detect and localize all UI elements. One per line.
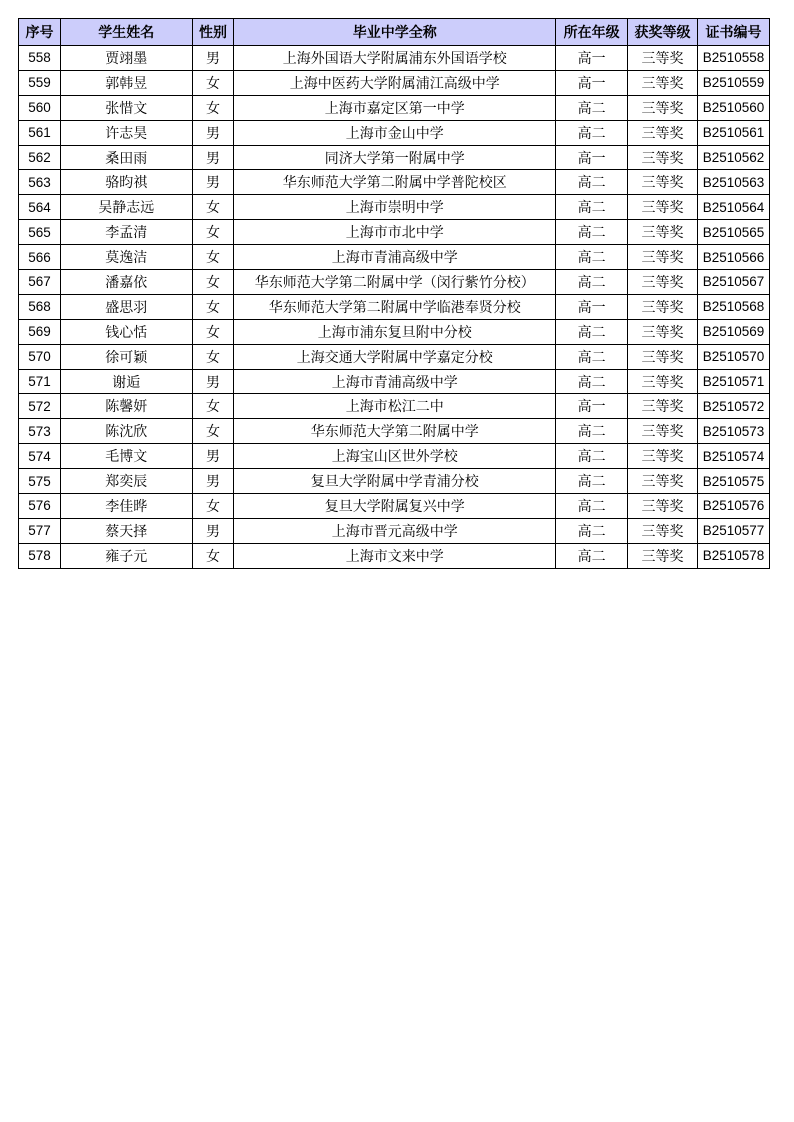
cert-cell: B2510566 bbox=[698, 245, 770, 270]
gender-cell: 男 bbox=[192, 518, 234, 543]
grade-cell: 高一 bbox=[556, 46, 628, 71]
grade-cell: 高二 bbox=[556, 518, 628, 543]
name-cell: 李孟清 bbox=[60, 220, 192, 245]
name-cell: 陈沈欣 bbox=[60, 419, 192, 444]
gender-cell: 女 bbox=[192, 70, 234, 95]
table-row bbox=[19, 394, 770, 419]
gender-cell: 男 bbox=[192, 46, 234, 71]
col-header-grade: 所在年级 bbox=[556, 19, 628, 46]
cert-cell: B2510560 bbox=[698, 95, 770, 120]
cert-cell: B2510576 bbox=[698, 494, 770, 519]
seq-cell: 576 bbox=[19, 494, 61, 519]
col-header-seq: 序号 bbox=[19, 19, 61, 46]
school-cell: 上海市青浦高级中学 bbox=[234, 245, 556, 270]
cert-cell: B2510574 bbox=[698, 444, 770, 469]
grade-cell: 高二 bbox=[556, 120, 628, 145]
name-cell: 谢逅 bbox=[60, 369, 192, 394]
name-cell: 盛思羽 bbox=[60, 294, 192, 319]
seq-cell: 573 bbox=[19, 419, 61, 444]
table-row bbox=[19, 70, 770, 95]
grade-cell: 高二 bbox=[556, 170, 628, 195]
seq-cell: 561 bbox=[19, 120, 61, 145]
gender-cell: 男 bbox=[192, 145, 234, 170]
table-row bbox=[19, 46, 770, 71]
name-cell: 陈馨妍 bbox=[60, 394, 192, 419]
col-header-gender: 性别 bbox=[192, 19, 234, 46]
seq-cell: 574 bbox=[19, 444, 61, 469]
grade-cell: 高二 bbox=[556, 344, 628, 369]
gender-cell: 女 bbox=[192, 245, 234, 270]
name-cell: 毛博文 bbox=[60, 444, 192, 469]
award-cell: 三等奖 bbox=[628, 419, 698, 444]
header-row bbox=[19, 19, 770, 46]
cert-cell: B2510568 bbox=[698, 294, 770, 319]
school-cell: 华东师范大学第二附属中学 bbox=[234, 419, 556, 444]
award-cell: 三等奖 bbox=[628, 494, 698, 519]
gender-cell: 男 bbox=[192, 120, 234, 145]
seq-cell: 558 bbox=[19, 46, 61, 71]
grade-cell: 高一 bbox=[556, 294, 628, 319]
school-cell: 上海市浦东复旦附中分校 bbox=[234, 319, 556, 344]
cert-cell: B2510565 bbox=[698, 220, 770, 245]
school-cell: 上海市嘉定区第一中学 bbox=[234, 95, 556, 120]
school-cell: 复旦大学附属中学青浦分校 bbox=[234, 469, 556, 494]
table-row bbox=[19, 220, 770, 245]
table-row bbox=[19, 145, 770, 170]
award-cell: 三等奖 bbox=[628, 394, 698, 419]
name-cell: 吴静志远 bbox=[60, 195, 192, 220]
gender-cell: 男 bbox=[192, 170, 234, 195]
name-cell: 钱心恬 bbox=[60, 319, 192, 344]
grade-cell: 高一 bbox=[556, 145, 628, 170]
gender-cell: 女 bbox=[192, 344, 234, 369]
award-cell: 三等奖 bbox=[628, 369, 698, 394]
grade-cell: 高二 bbox=[556, 369, 628, 394]
gender-cell: 女 bbox=[192, 319, 234, 344]
grade-cell: 高二 bbox=[556, 95, 628, 120]
award-cell: 三等奖 bbox=[628, 270, 698, 295]
school-cell: 上海市青浦高级中学 bbox=[234, 369, 556, 394]
award-cell: 三等奖 bbox=[628, 518, 698, 543]
table-row bbox=[19, 444, 770, 469]
cert-cell: B2510564 bbox=[698, 195, 770, 220]
school-cell: 上海外国语大学附属浦东外国语学校 bbox=[234, 46, 556, 71]
grade-cell: 高一 bbox=[556, 70, 628, 95]
award-cell: 三等奖 bbox=[628, 245, 698, 270]
school-cell: 华东师范大学第二附属中学临港奉贤分校 bbox=[234, 294, 556, 319]
cert-cell: B2510573 bbox=[698, 419, 770, 444]
table-row bbox=[19, 469, 770, 494]
award-cell: 三等奖 bbox=[628, 344, 698, 369]
grade-cell: 高二 bbox=[556, 319, 628, 344]
gender-cell: 女 bbox=[192, 220, 234, 245]
table-row bbox=[19, 270, 770, 295]
table-row bbox=[19, 369, 770, 394]
grade-cell: 高二 bbox=[556, 220, 628, 245]
seq-cell: 565 bbox=[19, 220, 61, 245]
school-cell: 上海市金山中学 bbox=[234, 120, 556, 145]
gender-cell: 女 bbox=[192, 270, 234, 295]
name-cell: 郑奕辰 bbox=[60, 469, 192, 494]
cert-cell: B2510567 bbox=[698, 270, 770, 295]
table-row bbox=[19, 95, 770, 120]
seq-cell: 562 bbox=[19, 145, 61, 170]
name-cell: 潘嘉依 bbox=[60, 270, 192, 295]
gender-cell: 女 bbox=[192, 394, 234, 419]
gender-cell: 女 bbox=[192, 95, 234, 120]
col-header-award: 获奖等级 bbox=[628, 19, 698, 46]
school-cell: 上海宝山区世外学校 bbox=[234, 444, 556, 469]
seq-cell: 560 bbox=[19, 95, 61, 120]
award-cell: 三等奖 bbox=[628, 543, 698, 568]
table-row bbox=[19, 294, 770, 319]
cert-cell: B2510561 bbox=[698, 120, 770, 145]
gender-cell: 女 bbox=[192, 543, 234, 568]
seq-cell: 563 bbox=[19, 170, 61, 195]
award-cell: 三等奖 bbox=[628, 170, 698, 195]
gender-cell: 男 bbox=[192, 444, 234, 469]
name-cell: 雍子元 bbox=[60, 543, 192, 568]
school-cell: 复旦大学附属复兴中学 bbox=[234, 494, 556, 519]
table-body bbox=[19, 46, 770, 569]
col-header-name: 学生姓名 bbox=[60, 19, 192, 46]
award-cell: 三等奖 bbox=[628, 469, 698, 494]
grade-cell: 高二 bbox=[556, 494, 628, 519]
table-row bbox=[19, 319, 770, 344]
name-cell: 桑田雨 bbox=[60, 145, 192, 170]
school-cell: 上海市崇明中学 bbox=[234, 195, 556, 220]
name-cell: 莫逸洁 bbox=[60, 245, 192, 270]
seq-cell: 578 bbox=[19, 543, 61, 568]
name-cell: 蔡天择 bbox=[60, 518, 192, 543]
seq-cell: 568 bbox=[19, 294, 61, 319]
table-row bbox=[19, 419, 770, 444]
award-cell: 三等奖 bbox=[628, 294, 698, 319]
grade-cell: 高二 bbox=[556, 469, 628, 494]
gender-cell: 女 bbox=[192, 294, 234, 319]
table-row bbox=[19, 195, 770, 220]
seq-cell: 575 bbox=[19, 469, 61, 494]
cert-cell: B2510571 bbox=[698, 369, 770, 394]
cert-cell: B2510559 bbox=[698, 70, 770, 95]
grade-cell: 高一 bbox=[556, 394, 628, 419]
school-cell: 华东师范大学第二附属中学（闵行紫竹分校） bbox=[234, 270, 556, 295]
gender-cell: 女 bbox=[192, 494, 234, 519]
grade-cell: 高二 bbox=[556, 270, 628, 295]
award-cell: 三等奖 bbox=[628, 46, 698, 71]
grade-cell: 高二 bbox=[556, 195, 628, 220]
award-cell: 三等奖 bbox=[628, 319, 698, 344]
grade-cell: 高二 bbox=[556, 444, 628, 469]
seq-cell: 570 bbox=[19, 344, 61, 369]
table-header bbox=[19, 19, 770, 46]
table-row bbox=[19, 494, 770, 519]
name-cell: 贾翊墨 bbox=[60, 46, 192, 71]
school-cell: 上海市松江二中 bbox=[234, 394, 556, 419]
name-cell: 许志昊 bbox=[60, 120, 192, 145]
name-cell: 张惜文 bbox=[60, 95, 192, 120]
cert-cell: B2510569 bbox=[698, 319, 770, 344]
cert-cell: B2510562 bbox=[698, 145, 770, 170]
seq-cell: 567 bbox=[19, 270, 61, 295]
gender-cell: 男 bbox=[192, 469, 234, 494]
school-cell: 上海中医药大学附属浦江高级中学 bbox=[234, 70, 556, 95]
seq-cell: 571 bbox=[19, 369, 61, 394]
award-cell: 三等奖 bbox=[628, 95, 698, 120]
cert-cell: B2510563 bbox=[698, 170, 770, 195]
cert-cell: B2510570 bbox=[698, 344, 770, 369]
cert-cell: B2510572 bbox=[698, 394, 770, 419]
name-cell: 李佳晔 bbox=[60, 494, 192, 519]
award-list-table bbox=[18, 18, 770, 569]
seq-cell: 577 bbox=[19, 518, 61, 543]
seq-cell: 559 bbox=[19, 70, 61, 95]
grade-cell: 高二 bbox=[556, 419, 628, 444]
name-cell: 徐可颖 bbox=[60, 344, 192, 369]
col-header-cert: 证书编号 bbox=[698, 19, 770, 46]
award-cell: 三等奖 bbox=[628, 120, 698, 145]
cert-cell: B2510578 bbox=[698, 543, 770, 568]
col-header-school: 毕业中学全称 bbox=[234, 19, 556, 46]
award-cell: 三等奖 bbox=[628, 145, 698, 170]
grade-cell: 高二 bbox=[556, 245, 628, 270]
table-row bbox=[19, 120, 770, 145]
school-cell: 上海交通大学附属中学嘉定分校 bbox=[234, 344, 556, 369]
seq-cell: 569 bbox=[19, 319, 61, 344]
cert-cell: B2510558 bbox=[698, 46, 770, 71]
table-row bbox=[19, 344, 770, 369]
gender-cell: 女 bbox=[192, 195, 234, 220]
award-cell: 三等奖 bbox=[628, 220, 698, 245]
table-row bbox=[19, 170, 770, 195]
school-cell: 上海市文来中学 bbox=[234, 543, 556, 568]
grade-cell: 高二 bbox=[556, 543, 628, 568]
award-cell: 三等奖 bbox=[628, 444, 698, 469]
school-cell: 同济大学第一附属中学 bbox=[234, 145, 556, 170]
table-row bbox=[19, 245, 770, 270]
award-cell: 三等奖 bbox=[628, 70, 698, 95]
cert-cell: B2510577 bbox=[698, 518, 770, 543]
school-cell: 上海市晋元高级中学 bbox=[234, 518, 556, 543]
gender-cell: 男 bbox=[192, 369, 234, 394]
school-cell: 华东师范大学第二附属中学普陀校区 bbox=[234, 170, 556, 195]
name-cell: 骆昀祺 bbox=[60, 170, 192, 195]
seq-cell: 564 bbox=[19, 195, 61, 220]
cert-cell: B2510575 bbox=[698, 469, 770, 494]
name-cell: 郭韩昱 bbox=[60, 70, 192, 95]
table-row bbox=[19, 518, 770, 543]
gender-cell: 女 bbox=[192, 419, 234, 444]
school-cell: 上海市市北中学 bbox=[234, 220, 556, 245]
table-row bbox=[19, 543, 770, 568]
award-cell: 三等奖 bbox=[628, 195, 698, 220]
seq-cell: 572 bbox=[19, 394, 61, 419]
seq-cell: 566 bbox=[19, 245, 61, 270]
